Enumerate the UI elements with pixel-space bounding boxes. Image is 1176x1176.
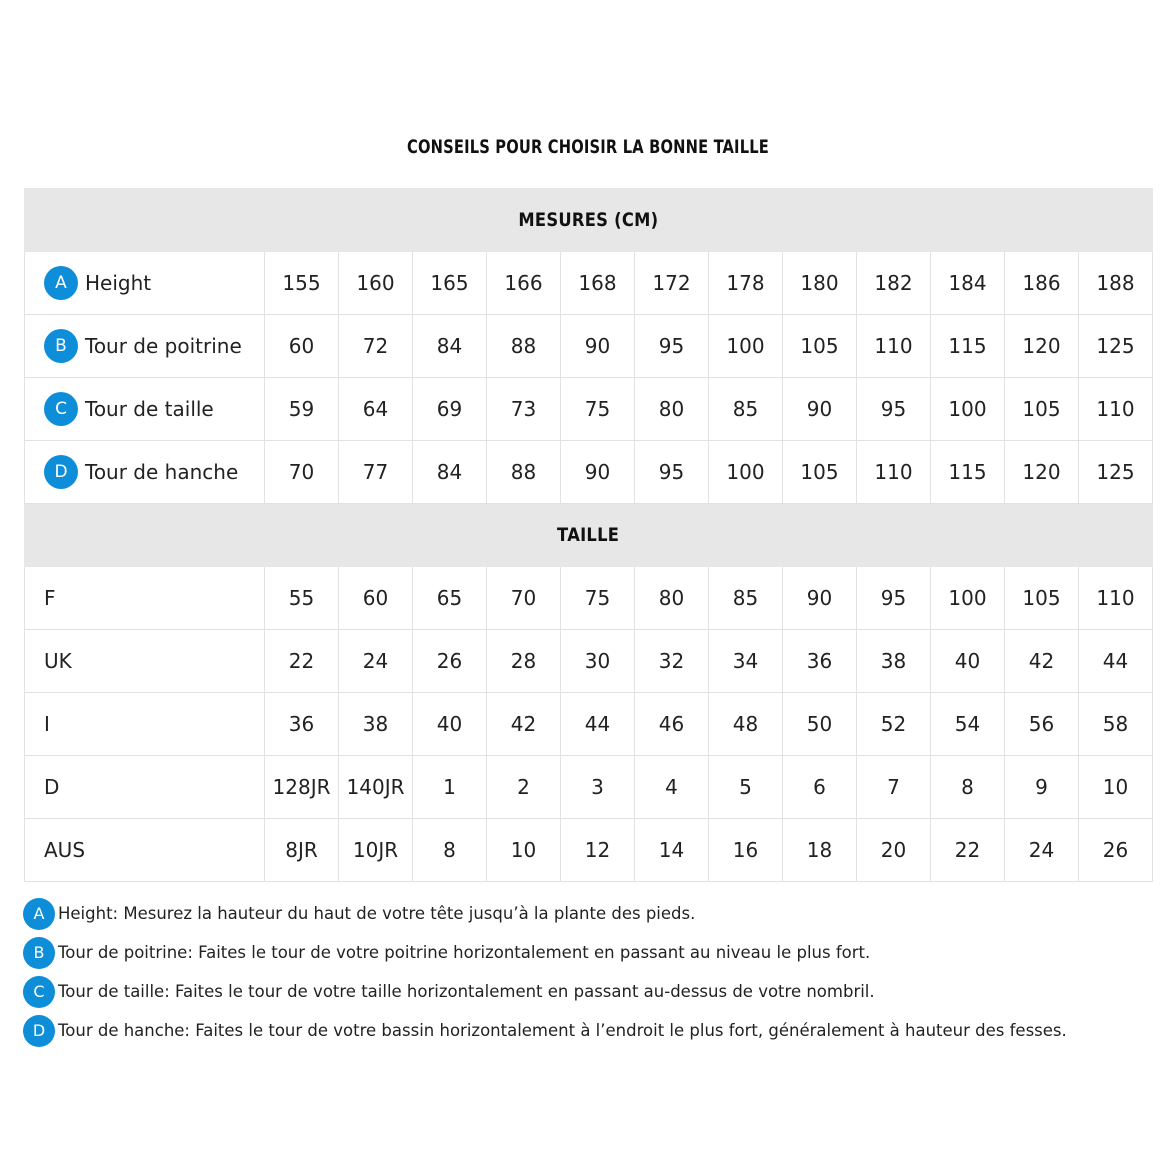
measure-value-cell: 182 [857,252,931,315]
note-text: Height: Mesurez la hauteur du haut de votre tête jusqu’à la plante des pieds. [58,904,696,923]
measure-label-cell [25,315,265,378]
note-item [23,894,1163,933]
badge-d-icon: D [44,455,78,489]
table-body [25,189,1153,882]
size-value-cell: 10 [487,819,561,882]
size-value-cell: 24 [339,630,413,693]
badge-b-icon: B [44,329,78,363]
measure-value-cell: 69 [413,378,487,441]
measurement-notes [23,894,1163,1050]
size-value-cell: 20 [857,819,931,882]
measures-section-header [25,189,1153,252]
size-value-cell: 1 [413,756,487,819]
measure-row [25,441,1153,504]
measure-value-cell: 188 [1079,252,1153,315]
size-value-cell: 6 [783,756,857,819]
size-value-cell: 16 [709,819,783,882]
measure-label: Tour de taille [85,397,214,421]
measure-value-cell: 168 [561,252,635,315]
measure-value-cell: 100 [709,315,783,378]
badge-b-icon: B [23,937,55,969]
size-value-cell: 42 [487,693,561,756]
size-value-cell: 52 [857,693,931,756]
measure-value-cell: 178 [709,252,783,315]
measure-value-cell: 90 [561,315,635,378]
sizes-section-header [25,504,1153,567]
size-value-cell: 110 [1079,567,1153,630]
size-value-cell: 22 [265,630,339,693]
measure-value-cell: 105 [783,315,857,378]
measure-value-cell: 59 [265,378,339,441]
page-title: CONSEILS POUR CHOISIR LA BONNE TAILLE [406,136,769,158]
measure-row [25,315,1153,378]
measure-value-cell: 125 [1079,315,1153,378]
note-item [23,1011,1163,1050]
size-system-label: AUS [25,819,265,882]
size-value-cell: 105 [1005,567,1079,630]
measure-label: Tour de poitrine [85,334,242,358]
size-value-cell: 18 [783,819,857,882]
badge-c-icon: C [23,976,55,1008]
note-text: Tour de taille: Faites le tour de votre taille horizontalement en passant au-dessus de votre nombril. [58,982,875,1001]
size-value-cell: 10 [1079,756,1153,819]
size-row [25,819,1153,882]
measure-label: Height [85,271,152,295]
badge-a-icon: A [44,266,78,300]
size-value-cell: 34 [709,630,783,693]
size-value-cell: 12 [561,819,635,882]
size-value-cell: 56 [1005,693,1079,756]
size-value-cell: 9 [1005,756,1079,819]
measure-value-cell: 88 [487,315,561,378]
measure-label-cell [25,441,265,504]
measure-value-cell: 165 [413,252,487,315]
sizes-heading-cell [25,504,1153,567]
size-value-cell: 65 [413,567,487,630]
size-row [25,756,1153,819]
measure-value-cell: 105 [1005,378,1079,441]
measure-value-cell: 105 [783,441,857,504]
size-value-cell: 38 [857,630,931,693]
measure-value-cell: 100 [931,378,1005,441]
size-value-cell: 48 [709,693,783,756]
size-value-cell: 44 [561,693,635,756]
note-item [23,972,1163,1011]
size-value-cell: 128JR [265,756,339,819]
size-system-label: F [25,567,265,630]
measure-label: Tour de hanche [85,460,239,484]
size-value-cell: 8 [931,756,1005,819]
size-value-cell: 24 [1005,819,1079,882]
measure-value-cell: 84 [413,315,487,378]
measure-value-cell: 90 [783,378,857,441]
size-value-cell: 5 [709,756,783,819]
size-value-cell: 30 [561,630,635,693]
measure-value-cell: 120 [1005,315,1079,378]
measure-value-cell: 60 [265,315,339,378]
size-value-cell: 36 [265,693,339,756]
measure-value-cell: 70 [265,441,339,504]
measure-value-cell: 110 [857,441,931,504]
note-text: Tour de hanche: Faites le tour de votre bassin horizontalement à l’endroit le plus fort, généralement à hauteur des fesses. [58,1021,1067,1040]
measure-value-cell: 95 [635,441,709,504]
measure-value-cell: 110 [857,315,931,378]
measure-value-cell: 73 [487,378,561,441]
measure-value-cell: 184 [931,252,1005,315]
size-value-cell: 40 [931,630,1005,693]
measure-value-cell: 80 [635,378,709,441]
size-value-cell: 32 [635,630,709,693]
size-value-cell: 22 [931,819,1005,882]
measure-value-cell: 125 [1079,441,1153,504]
size-value-cell: 75 [561,567,635,630]
measure-value-cell: 110 [1079,378,1153,441]
measure-row [25,252,1153,315]
measure-value-cell: 115 [931,441,1005,504]
measure-value-cell: 115 [931,315,1005,378]
measure-value-cell: 120 [1005,441,1079,504]
measure-value-cell: 160 [339,252,413,315]
measure-value-cell: 95 [635,315,709,378]
size-value-cell: 42 [1005,630,1079,693]
size-value-cell: 58 [1079,693,1153,756]
size-system-label: I [25,693,265,756]
size-value-cell: 4 [635,756,709,819]
size-row [25,630,1153,693]
size-system-label: D [25,756,265,819]
size-value-cell: 60 [339,567,413,630]
size-value-cell: 3 [561,756,635,819]
size-value-cell: 54 [931,693,1005,756]
sizes-heading: TAILLE [557,524,620,546]
size-row [25,567,1153,630]
measure-value-cell: 155 [265,252,339,315]
size-row [25,693,1153,756]
measure-value-cell: 84 [413,441,487,504]
measure-label-cell [25,378,265,441]
size-value-cell: 7 [857,756,931,819]
measure-value-cell: 172 [635,252,709,315]
size-value-cell: 38 [339,693,413,756]
measure-value-cell: 166 [487,252,561,315]
badge-a-icon: A [23,898,55,930]
size-value-cell: 14 [635,819,709,882]
measure-value-cell: 75 [561,378,635,441]
size-value-cell: 46 [635,693,709,756]
size-value-cell: 36 [783,630,857,693]
measure-row [25,378,1153,441]
size-value-cell: 80 [635,567,709,630]
measure-value-cell: 88 [487,441,561,504]
measure-label-cell [25,252,265,315]
badge-d-icon: D [23,1015,55,1047]
size-chart-table [24,188,1153,882]
measure-value-cell: 85 [709,378,783,441]
note-item [23,933,1163,972]
size-value-cell: 55 [265,567,339,630]
measure-value-cell: 180 [783,252,857,315]
size-system-label: UK [25,630,265,693]
size-value-cell: 26 [413,630,487,693]
measure-value-cell: 95 [857,378,931,441]
size-value-cell: 50 [783,693,857,756]
size-value-cell: 100 [931,567,1005,630]
size-value-cell: 70 [487,567,561,630]
size-value-cell: 95 [857,567,931,630]
size-value-cell: 8JR [265,819,339,882]
size-value-cell: 44 [1079,630,1153,693]
size-value-cell: 90 [783,567,857,630]
measure-value-cell: 72 [339,315,413,378]
measure-value-cell: 64 [339,378,413,441]
size-value-cell: 8 [413,819,487,882]
badge-c-icon: C [44,392,78,426]
size-value-cell: 26 [1079,819,1153,882]
measure-value-cell: 100 [709,441,783,504]
measures-heading: MESURES (CM) [518,209,659,231]
size-value-cell: 10JR [339,819,413,882]
measure-value-cell: 186 [1005,252,1079,315]
note-text: Tour de poitrine: Faites le tour de votre poitrine horizontalement en passant au niveau le plus fort. [58,943,871,962]
measures-heading-cell [25,189,1153,252]
size-value-cell: 40 [413,693,487,756]
size-value-cell: 2 [487,756,561,819]
measure-value-cell: 77 [339,441,413,504]
measure-value-cell: 90 [561,441,635,504]
size-value-cell: 28 [487,630,561,693]
size-value-cell: 85 [709,567,783,630]
size-value-cell: 140JR [339,756,413,819]
